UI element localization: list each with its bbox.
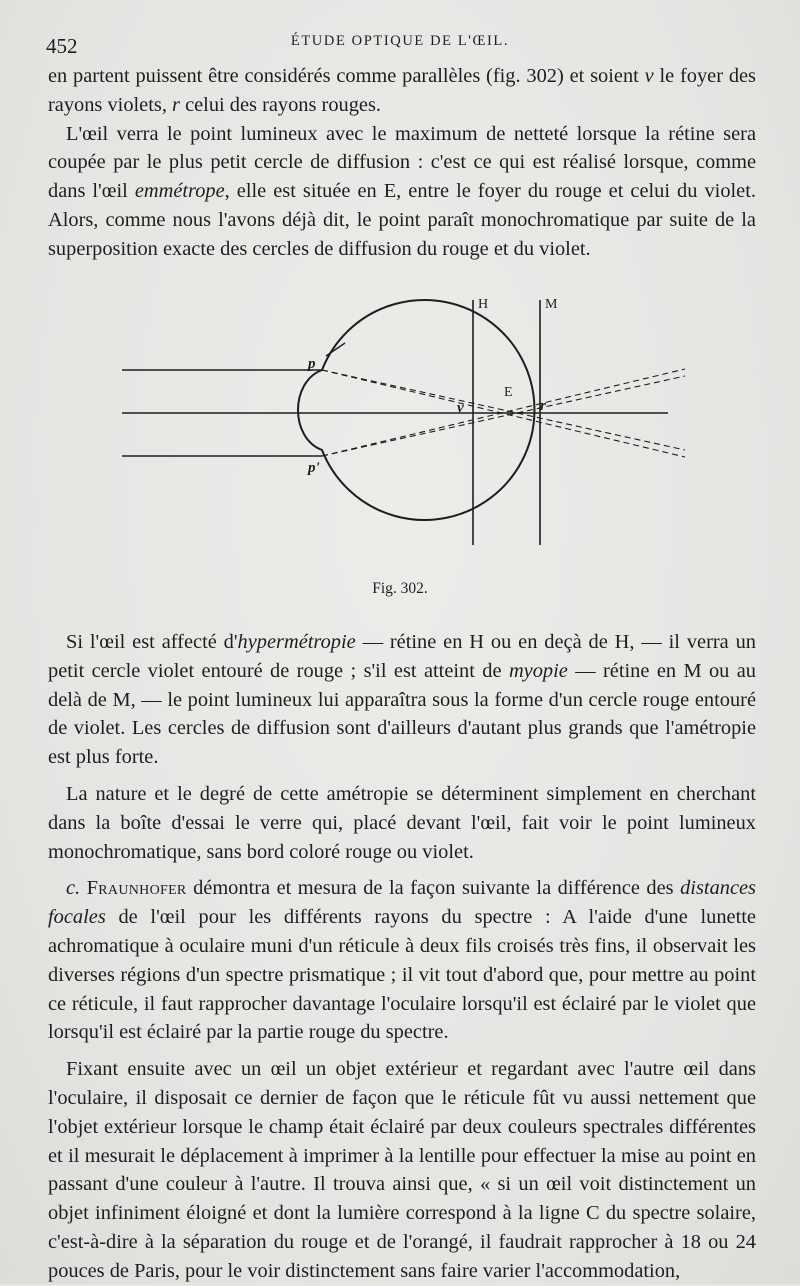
text-run: L'œil verra le point lumineux avec le maximum de netteté lorsque la rétine sera coupée par le plus petit cercle de diffusion : c'est ce qui est réalisé lorsque, comme dans l'œil xyxy=(48,122,756,203)
red-ray-top xyxy=(322,370,685,450)
text-run: le foyer des rayons violets, xyxy=(48,65,756,116)
paragraph xyxy=(48,628,756,772)
label-H: H xyxy=(478,297,489,312)
page-number: 452 xyxy=(46,34,78,58)
label-M: M xyxy=(545,297,558,312)
italic-text: emmétrope xyxy=(134,180,225,203)
paragraph xyxy=(48,780,756,866)
eye-diagram xyxy=(100,290,700,575)
running-header xyxy=(46,28,754,58)
italic-text: r xyxy=(172,93,180,116)
italic-text: hypermétropie xyxy=(237,631,356,653)
figure-caption: Fig. 302. xyxy=(372,580,428,597)
figure-302 xyxy=(100,290,700,600)
text-run: — rétine en M ou au delà de M, — le point lumineux lui apparaîtra sous la forme d'un cercle rouge entouré de violet. Les cercles de diffusion sont d'ailleurs d'autant plus grands que l'amétropie est plus forte. xyxy=(48,659,757,769)
italic-text: distances focales xyxy=(48,877,756,929)
italic-text: v xyxy=(644,65,654,87)
italic-text: c. xyxy=(66,877,87,900)
small-caps-text: Fraunhofer xyxy=(86,877,187,900)
label-p-prime: p' xyxy=(308,460,320,476)
paragraph xyxy=(48,874,756,1047)
text-run: en partent puissent être considérés comme parallèles (fig. 302) et soient xyxy=(48,65,645,87)
paragraph xyxy=(48,62,756,120)
text-run: Fixant ensuite avec un œil un objet extérieur et regardant avec l'autre œil dans l'oculaire, il disposait ce dernier de façon que le réticule fût vu aussi nettement que l'objet extérieur lorsque le champ était éclairé par deux couleurs spectrales différentes et il mesurait le déplacement à imprimer à la lentille pour effectuer la mise au point en passant d'une couleur à l'autre. Il trouva ainsi que, « si un œil voit distinctement un objet infiniment éloigné et dont la lumière correspond à la ligne C du spectre solaire, c'est-à-dire à la séparation du rouge et de l'orangé, il faudrait rapprocher à 18 ou 24 pouces de Paris, pour le voir distinctement sans faire varier l'accommodation, xyxy=(48,1058,756,1282)
running-title: ÉTUDE OPTIQUE DE L'ŒIL. xyxy=(290,33,510,49)
text-run: Si l'œil est affecté d' xyxy=(66,631,238,653)
text-block-top xyxy=(48,62,756,264)
text-run: La nature et le degré de cette amétropie se déterminent simplement en cherchant dans la boîte d'essai le verre qui, placé devant l'œil, fait voir le point lumineux monochromatique, sans bord coloré rouge ou violet. xyxy=(48,782,756,863)
text-run: , elle est située en E, entre le foyer du rouge et celui du violet. Alors, comme nous l'avons déjà dit, le point paraît monochromatique par suite de la superposition exacte des cercles de diffusion du rouge et du violet. xyxy=(48,180,757,260)
text-run: — rétine en H ou en deçà de H, — il verra un petit cercle violet entouré de rouge ; s'il est atteint de xyxy=(48,631,757,682)
text-run: de l'œil pour les différents rayons du spectre : A l'aide d'une lunette achromatique à oculaire muni d'un réticule à deux fils croisés très fins, il observait les diverses régions d'un spectre prismatique ; il vit tout d'abord que, pour mettre au point ce réticule, il faut rapprocher davantage l'oculaire lorsqu'il est éclairé par le violet que lorsqu'il est éclairé par la partie rouge du spectre. xyxy=(48,906,756,1044)
text-run: démontra et mesura de la façon suivante la différence des xyxy=(186,877,681,900)
label-E: E xyxy=(504,385,513,400)
label-r: r xyxy=(540,398,546,414)
italic-text: myopie xyxy=(508,659,568,682)
text-run: celui des rayons rouges. xyxy=(179,93,381,116)
paragraph xyxy=(48,1055,756,1285)
paragraph xyxy=(48,120,756,264)
label-p: p xyxy=(308,356,316,372)
label-v: v xyxy=(457,400,464,416)
text-block-bottom xyxy=(48,628,756,1286)
eyeball-outline xyxy=(298,300,534,520)
